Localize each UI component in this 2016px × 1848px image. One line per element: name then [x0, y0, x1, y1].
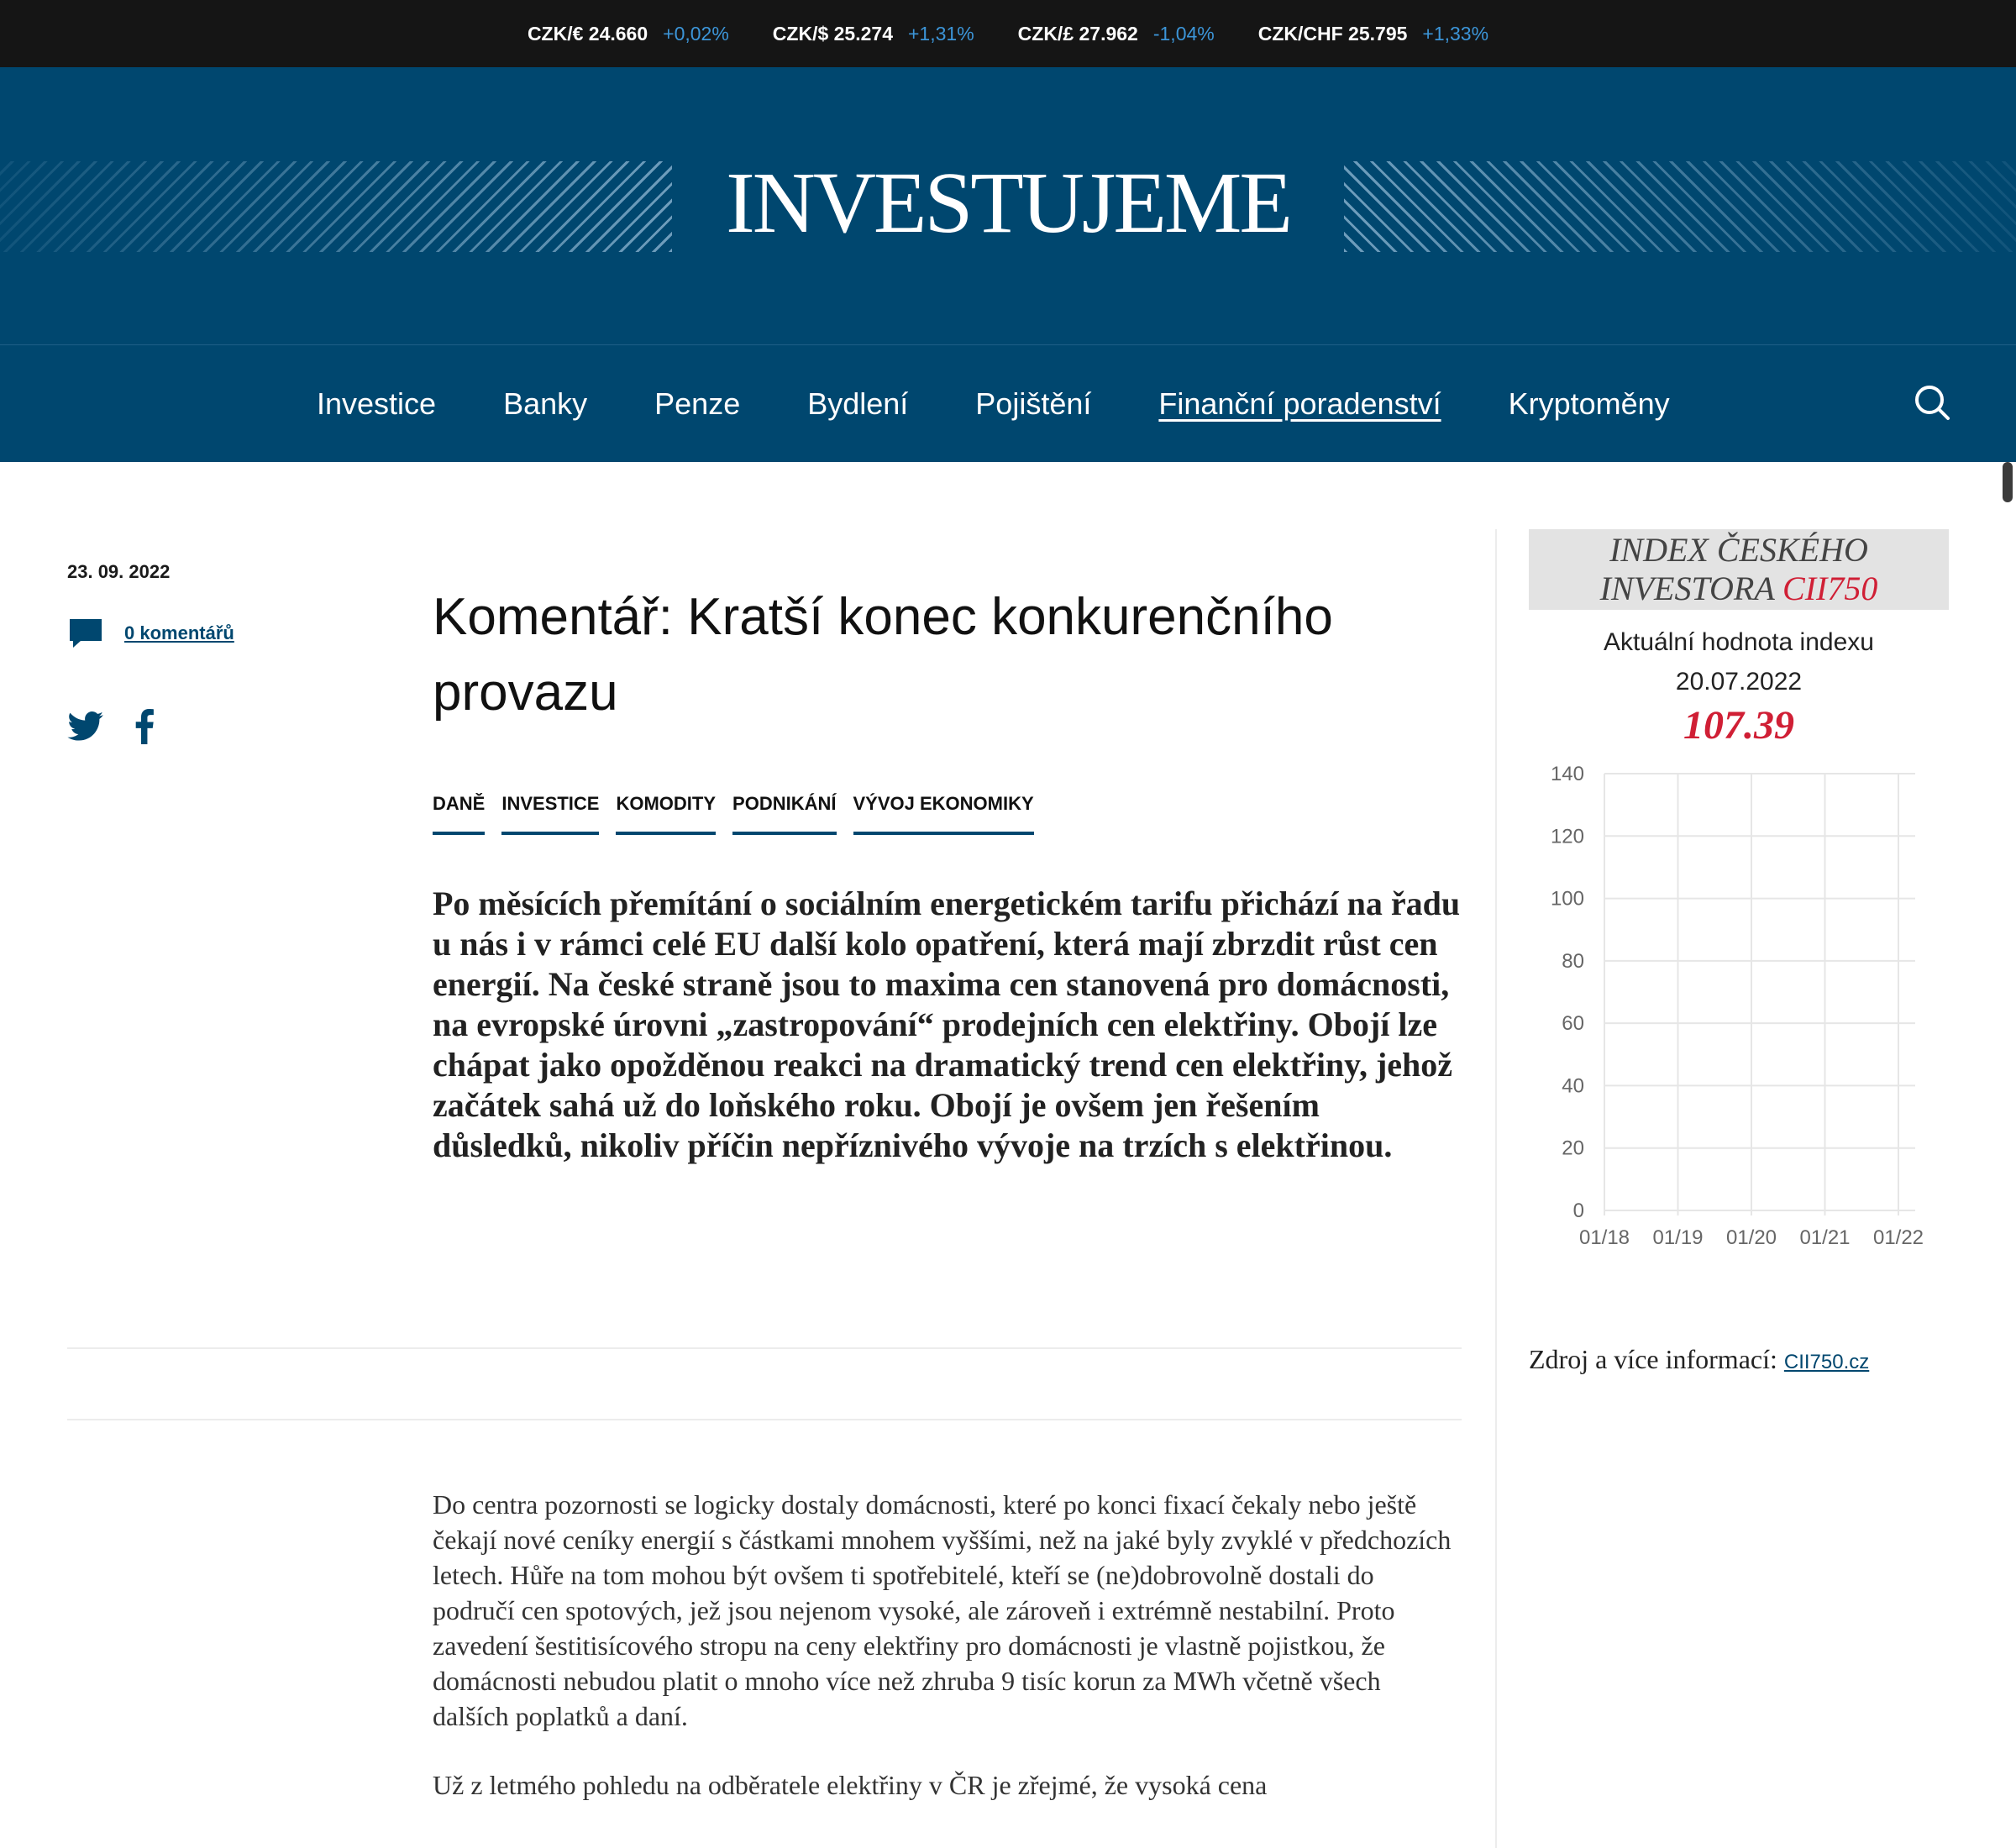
- article-perex: Po měsících přemítání o sociálním energetickém tarifu přichází na řadu u nás i v rámci celé EU další kolo opatření, která mají zbrzdit růst cen energií. Na české straně jsou to maxima cen stanovená pro domácnosti, na evropské úrovni „zastropování“ prodejních cen elektřiny. Obojí lze chápat jako opožděnou reakci na dramatický trend cen elektřiny, jehož začátek sahá už do loňského roku. Obojí je ovšem jen řešením důsledků, nikoliv příčin nepříznivého vývoje na trzích s elektřinou.: [433, 885, 1461, 1164]
- search-button[interactable]: [1912, 382, 1952, 423]
- ticker-change: +1,33%: [1422, 22, 1489, 45]
- tag-komodity[interactable]: KOMODITY: [616, 793, 716, 835]
- masthead: [0, 67, 2016, 344]
- nav-item-kryptomeny[interactable]: Kryptoměny: [1508, 386, 1670, 421]
- nav-item-financni-poradenstvi[interactable]: Finanční poradenství: [1158, 386, 1441, 421]
- chart-y-tick-label: 60: [1562, 1012, 1584, 1036]
- nav-item-banky[interactable]: Banky: [503, 386, 588, 421]
- comments-link-group: [67, 617, 234, 650]
- divider: [67, 1419, 1462, 1420]
- ticker-item-chf: [1258, 23, 1488, 45]
- search-icon: [1912, 382, 1952, 423]
- chart-x-tick-label: 01/22: [1872, 1226, 1924, 1249]
- chart-x-tick-label: 01/19: [1652, 1226, 1704, 1249]
- tag-investice[interactable]: INVESTICE: [501, 793, 599, 835]
- comments-link[interactable]: 0 komentářů: [124, 622, 234, 643]
- index-brand: CII750: [1782, 570, 1878, 607]
- article-paragraph: Už z letmého pohledu na odběratele elektřiny v ČR je zřejmé, že vysoká cena: [433, 1770, 1268, 1800]
- nav-item-penze[interactable]: Penze: [654, 386, 741, 421]
- index-widget-title: [1529, 529, 1949, 610]
- scrollbar-track[interactable]: [2006, 462, 2016, 1848]
- ticker-change: +1,31%: [908, 22, 974, 45]
- article-paragraph: Do centra pozornosti se logicky dostaly domácnosti, které po konci fixací čekaly nebo ještě čekají nové ceníky energií s částkami mnohem vyššími, než na jaké byly zvyklé v předchozích letech. Hůře na tom mohou být ovšem ti spotřebitelé, kteří se (ne)dobrovolně dostali do područí cen spotových, jež jsou nejenom vysoké, ale zároveň i extrémně nestabilní. Proto zavedení šestitisícového stropu na ceny elektřiny pro domácnosti je vlastně pojistkou, že domácnosti nebudou platit o mnoho více než zhruba 9 tisíc korun za MWh včetně všech dalších poplatků a daní.: [433, 1489, 1452, 1731]
- article-title: Komentář: Kratší konec konkurenčního provazu: [433, 588, 1333, 722]
- chart-x-tick-label: 01/18: [1578, 1226, 1630, 1249]
- chart-y-tick-label: 0: [1572, 1200, 1584, 1222]
- chart-y-tick-label: 20: [1562, 1137, 1584, 1160]
- index-widget-value: 107.39: [1683, 703, 1794, 748]
- share-buttons: [67, 709, 155, 744]
- chart-y-tick-label: 40: [1562, 1074, 1584, 1098]
- index-chart: [1529, 756, 1949, 1260]
- decorative-stripes-right: [1344, 161, 2016, 252]
- article-date: 23. 09. 2022: [67, 561, 171, 582]
- index-widget-date: 20.07.2022: [1675, 668, 1803, 696]
- chart-y-tick-label: 100: [1550, 887, 1584, 911]
- ticker-pair: CZK/£ 27.962: [1017, 22, 1138, 45]
- index-widget-subtitle: Aktuální hodnota indexu: [1604, 628, 1874, 656]
- chart-y-tick-label: 140: [1550, 763, 1584, 785]
- tag-vyvoj-ekonomiky[interactable]: VÝVOJ EKONOMIKY: [853, 793, 1034, 835]
- index-widget-title-line2: INVESTORA: [1599, 570, 1775, 607]
- scrollbar-thumb[interactable]: [2003, 462, 2013, 502]
- ticker-item-eur: [528, 23, 729, 45]
- ticker-change: -1,04%: [1152, 22, 1215, 45]
- index-widget-title-line1: INDEX ČESKÉHO: [1609, 531, 1868, 569]
- currency-ticker: [0, 0, 2016, 67]
- ticker-pair: CZK/€ 24.660: [527, 22, 648, 45]
- main-nav: [0, 344, 2016, 462]
- facebook-icon[interactable]: [134, 709, 155, 744]
- article-tags: [433, 793, 1034, 835]
- tag-podnikani[interactable]: PODNIKÁNÍ: [732, 793, 836, 835]
- nav-item-investice[interactable]: Investice: [317, 386, 437, 421]
- nav-item-pojisteni[interactable]: Pojištění: [975, 386, 1092, 421]
- ticker-item-usd: [773, 23, 974, 45]
- divider: [67, 1347, 1462, 1349]
- decorative-stripes-left: [0, 161, 672, 252]
- tag-dane[interactable]: DANĚ: [433, 793, 485, 835]
- twitter-icon[interactable]: [67, 711, 104, 742]
- index-source: [1529, 1344, 1869, 1375]
- site-logo[interactable]: INVESTUJEME: [726, 155, 1290, 251]
- ticker-pair: CZK/$ 25.274: [772, 22, 893, 45]
- comment-icon: [67, 617, 104, 650]
- nav-item-bydleni[interactable]: Bydlení: [807, 386, 909, 421]
- ticker-change: +0,02%: [663, 22, 729, 45]
- chart-y-tick-label: 80: [1562, 949, 1584, 973]
- chart-y-tick-label: 120: [1550, 825, 1584, 848]
- article-body: [433, 1487, 1462, 1836]
- index-source-link[interactable]: CII750.cz: [1783, 1351, 1870, 1373]
- ticker-item-gbp: [1018, 23, 1215, 45]
- chart-x-tick-label: 01/20: [1725, 1226, 1777, 1249]
- sidebar-divider: [1495, 529, 1497, 1848]
- chart-x-tick-label: 01/21: [1799, 1226, 1851, 1249]
- index-source-label: Zdroj a více informací:: [1529, 1344, 1777, 1374]
- ticker-pair: CZK/CHF 25.795: [1257, 22, 1408, 45]
